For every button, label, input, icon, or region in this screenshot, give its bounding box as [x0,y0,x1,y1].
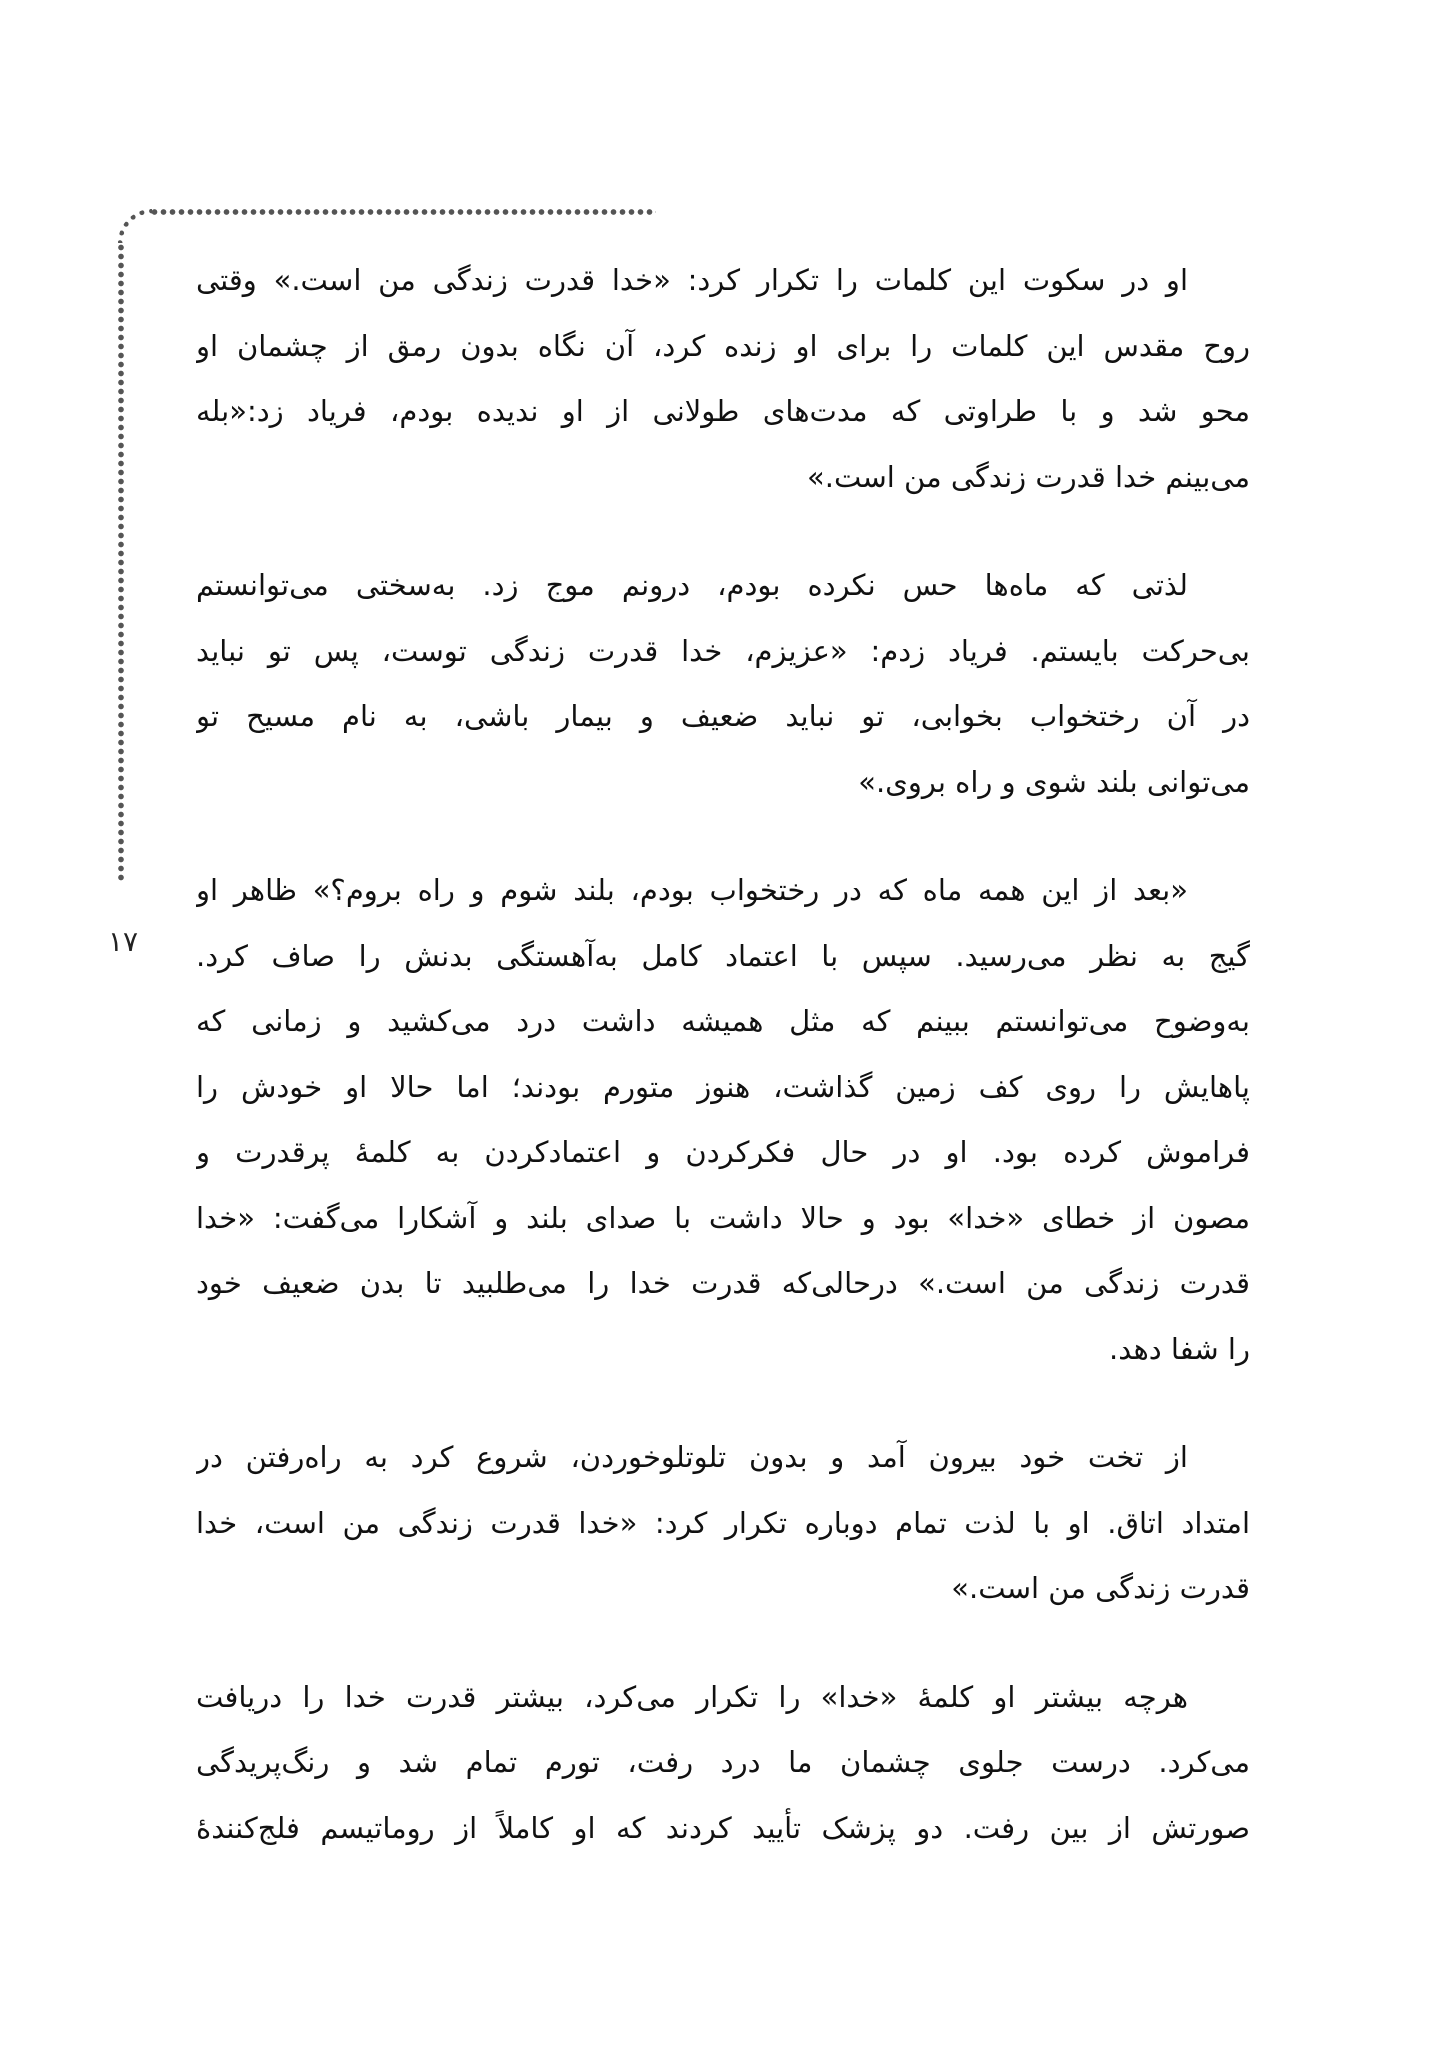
text-line: صورتش از بین رفت. دو پزشک تأیید کردند که او کاملاً از روماتیسم فلج‌کنندۀ [196,1810,1250,1845]
text-line: فراموش کرده بود. او در حال فکرکردن و اعتمادکردن به کلمۀ پرقدرت و [196,1135,1250,1169]
paragraph [196,858,1250,1382]
dotted-frame-corner [118,209,178,269]
text-line: می‌کرد. درست جلوی چشمان ما درد رفت، تورم تمام شد و رنگ‌پریدگی [196,1745,1250,1779]
text-line: در آن رختخواب بخوابی، تو نباید ضعیف و بیمار باشی، به نام مسیح تو [196,699,1250,733]
text-line: را شفا دهد. [1109,1331,1250,1366]
text-line: گیج به نظر می‌رسید. سپس با اعتماد کامل به‌آهستگی بدنش را صاف کرد. [196,938,1250,973]
text-line: بی‌حرکت بایستم. فریاد زدم: «عزیزم، خدا قدرت زندگی توست، پس تو نباید [196,633,1250,668]
page-number: ۱۷ [107,925,139,958]
text-line: لذتی که ماه‌ها حس نکرده بودم، درونم موج زد. به‌سختی می‌توانستم [196,568,1188,602]
text-line: پاهایش را روی کف زمین گذاشت، هنوز متورم بودند؛ اما حالا او خودش را [196,1069,1250,1104]
paragraph [196,1425,1250,1622]
text-line: او در سکوت این کلمات را تکرار کرد: «خدا قدرت زندگی من است.» وقتی [196,263,1188,297]
paragraph [196,1665,1250,1862]
text-line: از تخت خود بیرون آمد و بدون تلوتلوخوردن، شروع کرد به راه‌رفتن در [196,1440,1188,1474]
text-line: مصون از خطای «خدا» بود و حالا داشت با صدای بلند و آشکارا می‌گفت: «خدا [196,1200,1250,1235]
body-text [196,248,1250,1904]
dotted-frame-top-border [150,209,656,215]
text-line: روح مقدس این کلمات را برای او زنده کرد، آن نگاه بدون رمق از چشمان او [196,328,1250,363]
text-line: هرچه بیشتر او کلمۀ «خدا» را تکرار می‌کرد، بیشتر قدرت خدا را دریافت [196,1679,1188,1714]
text-line: امتداد اتاق. او با لذت تمام دوباره تکرار کرد: «خدا قدرت زندگی من است، خدا [196,1505,1250,1540]
paragraph [196,553,1250,815]
text-line: محو شد و با طراوتی که مدت‌های طولانی از او ندیده بودم، فریاد زد:«بله [196,394,1250,428]
text-line: به‌وضوح می‌توانستم ببینم که مثل همیشه داشت درد می‌کشید و زمانی که [196,1004,1250,1038]
text-line: می‌بینم خدا قدرت زندگی من است.» [807,459,1250,494]
text-line: قدرت زندگی من است.» درحالی‌که قدرت خدا را می‌طلبید تا بدن ضعیف خود [196,1266,1250,1300]
dotted-frame-left-border [118,243,124,883]
text-line: «بعد از این همه ماه که در رختخواب بودم، بلند شوم و راه بروم؟» ظاهر او [196,873,1188,907]
text-line: می‌توانی بلند شوی و راه بروی.» [858,764,1250,799]
text-line: قدرت زندگی من است.» [951,1571,1250,1605]
paragraph [196,248,1250,510]
